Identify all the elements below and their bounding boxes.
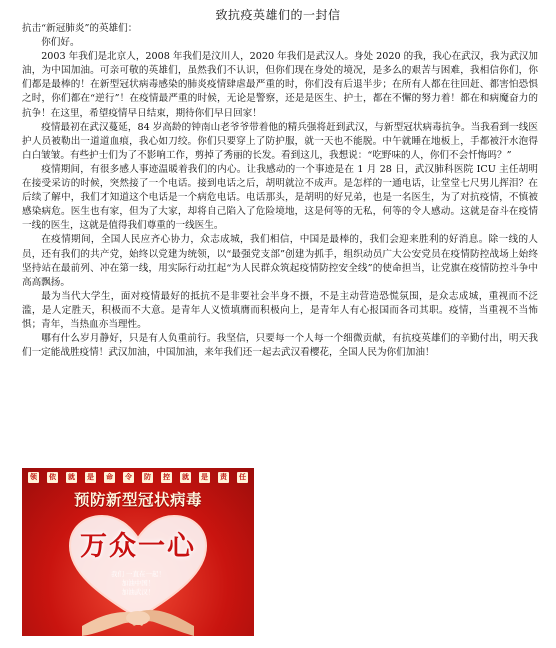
paragraph-5: 最为当代大学生，面对疫情最好的抵抗不是非要社会半身不摄，不是主动营造恐慌氛围，是众志成城，重视而不泛滥，是人定胜天，积极而不大意。是青年人义愤填膺而积极向上，是青年人有心报国而各司其职。疫情，当重视不当怖惧；青年，当热血亦当理性。 — [22, 290, 538, 330]
slogan-char: 令 — [125, 473, 132, 481]
paragraph-3: 疫情期间，有很多感人事迹温暖着我们的内心。让我感动的一个事迹是在 1 月 28 日，武汉肺科医院 ICU 主任胡明在接受采访的时候，突然接了一个电话。接到电话之后，胡明就泣不成声。是怎样的一通电话，让堂堂七尺男儿挥泪？在后续了解中，我们才知道这个电话是一个病危电话。电话那头，是胡明的好兄弟，也是一名医生，为了对抗疫情，不慎被感染病危。医生也有家，但为了大家，却将自己陷入了危险境地，这是何等的无私，何等的令人感动。这就是奋斗在疫情一线的医生，这就是值得我们尊重的一线医生。 — [22, 163, 538, 232]
slogan-char: 防 — [144, 473, 151, 481]
paragraph-2: 疫情最初在武汉蔓延，84 岁高龄的钟南山老爷爷带着他的精兵强将赶到武汉，与新型冠状病毒抗争。当我看到一线医护人员被勒出一道道血痕，我心如刀绞。你们只要穿上了防护服，就一天也不能脱。中午就睡在地板上，手都被汗水泡得白白皱皱。有些护士们为了不影响工作，剪掉了秀丽的长发。看到这儿，我想说：“吃野味的人，你们不会忏悔吗？” — [22, 121, 538, 161]
paragraph-6: 哪有什么岁月静好，只是有人负重前行。我坚信，只要每一个人每一个细微贡献，有抗疫英雄们的辛勤付出，明天我们一定能战胜疫情！武汉加油，中国加油，来年我们还一起去武汉看樱花，全国人民为你们加油！ — [22, 333, 538, 359]
poster-headline: 预防新型冠状病毒 — [73, 491, 202, 509]
slogan-char: 控 — [163, 473, 170, 481]
paragraph-4: 在疫情期间，全国人民应齐心协力，众志成城，我们相信，中国是最棒的，我们会迎来胜利的好消息。除一线的人员，还有我们的共产党，始终以党建为统领，以“最强党支部”创建为抓手，组织动员广大公安党员在疫情防控战场上始终坚持站在最前列、冲在第一线，用实际行动扛起“为人民群众筑起疫情防控安全线”的使命担当，让党旗在疫情防控斗争中高高飘扬。 — [22, 234, 538, 288]
poster-subline-2: 加油中国！ — [121, 579, 155, 587]
letter-body — [22, 22, 538, 360]
slogan-char: 是 — [87, 473, 94, 481]
slogan-char: 命 — [106, 473, 113, 481]
anti-epidemic-poster — [22, 468, 254, 636]
slogan-char: 依 — [49, 473, 56, 481]
slogan-char: 责 — [220, 473, 227, 481]
slogan-char: 就 — [182, 473, 189, 481]
slogan-char: 领 — [30, 473, 37, 481]
poster-subline-3: 加油武汉！ — [121, 588, 155, 596]
slogan-char: 任 — [239, 473, 246, 481]
slogan-strip — [28, 472, 248, 484]
poster-unity-slogan: 万众一心 — [80, 531, 196, 562]
salutation: 抗击“新冠肺炎”的英雄们： — [22, 23, 138, 34]
poster-subline-1: 我们 一直在一起！ — [110, 570, 166, 578]
greeting: 你们好。 — [41, 37, 80, 49]
letter-title: 致抗疫英雄们的一封信 — [215, 8, 341, 22]
slogan-char: 是 — [201, 473, 208, 481]
handshake-icon — [82, 596, 194, 636]
slogan-char: 就 — [68, 473, 75, 481]
paragraph-1: 2003 年我们是北京人，2008 年我们是汶川人，2020 年我们是武汉人。身处 2020 的我，我心在武汉，我为武汉加油，为中国加油。可亲可敬的英雄们，虽然我们不认识，但你们现在身处的境况，是多么的艰苦与困难，我相信你们，你们都是最棒的！在新型冠状病毒感染的肺炎疫情肆虐最严重的时，你们没有后退半步；在所有人都在往回赶、都害怕恐惧之时，你们都在“逆行”！在疫情最严重的时候，无论是警察，还是是医生、护士，都在不懈的努力着！都在和病魔奋力的抗争！在这里，希望疫情早日结束，期待你们早日回家！ — [22, 51, 538, 119]
